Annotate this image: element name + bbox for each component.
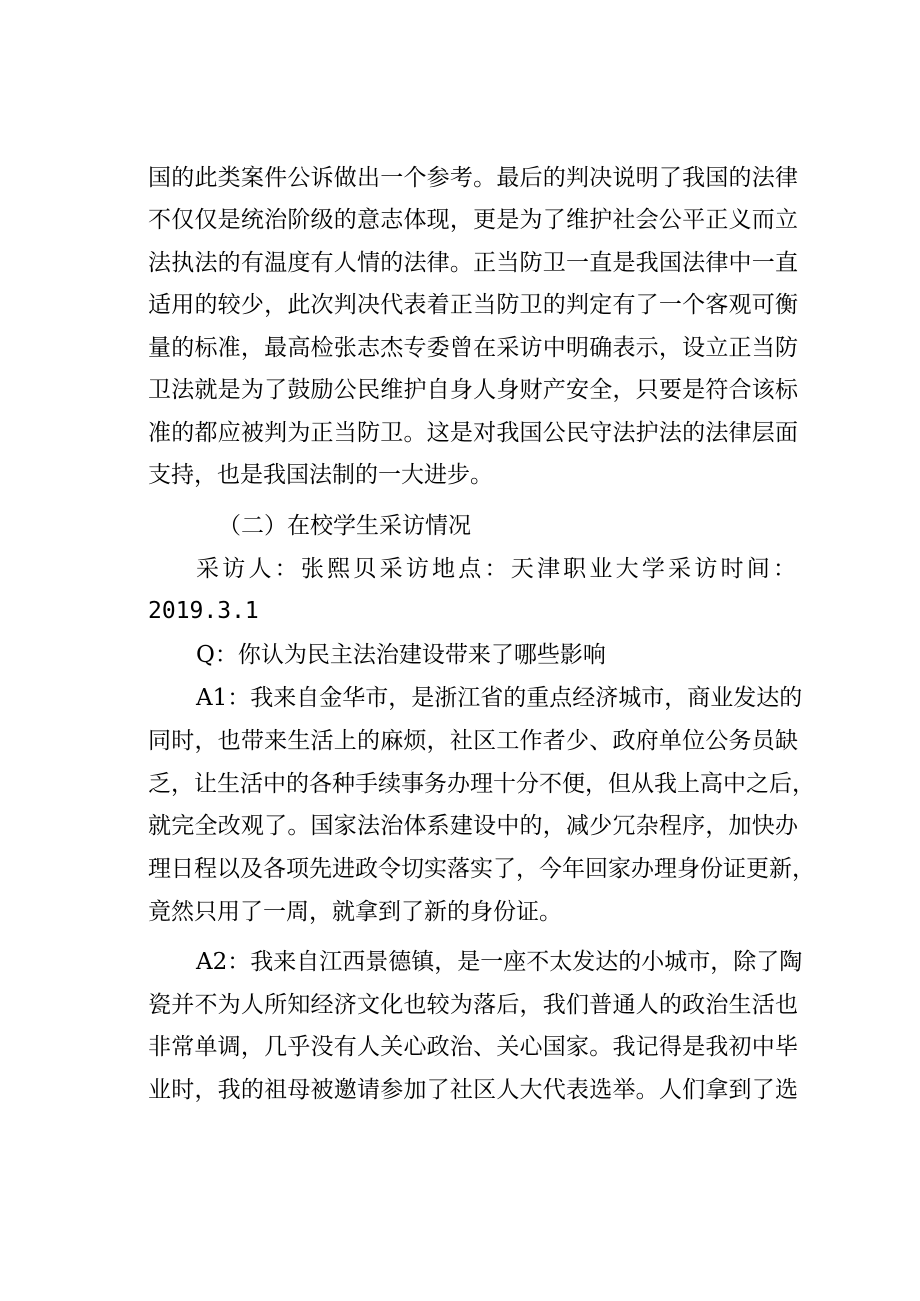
- paragraph1-line-7: 准的都应被判为正当防卫。这是对我国公民守法护法的法律层面: [148, 420, 798, 446]
- interview-info-line-1: 采访人：张熙贝采访地点：天津职业大学采访时间：: [196, 556, 798, 582]
- section-heading: （二）在校学生采访情况: [218, 513, 471, 539]
- answer1-line-2: 同时，也带来生活上的麻烦，社区工作者少、政府单位公务员缺: [148, 728, 798, 754]
- question-text: Q：你认为民主法治建设带来了哪些影响: [196, 642, 606, 668]
- answer2-line-3: 非常单调，几乎没有人关心政治、关心国家。我记得是我初中毕: [148, 1034, 798, 1060]
- paragraph1-line-4: 适用的较少，此次判决代表着正当防卫的判定有了一个客观可衡: [148, 292, 798, 318]
- paragraph1-line-3: 法执法的有温度有人情的法律。正当防卫一直是我国法律中一直: [148, 250, 798, 276]
- interview-info-date: 2019.3.1: [148, 598, 259, 624]
- paragraph1-line-5: 量的标准，最高检张志杰专委曾在采访中明确表示，设立正当防: [148, 335, 798, 361]
- answer2-line-4: 业时，我的祖母被邀请参加了社区人大代表选举。人们拿到了选: [148, 1077, 798, 1103]
- paragraph1-line-8: 支持，也是我国法制的一大进步。: [148, 462, 493, 488]
- answer2-line-2: 瓷并不为人所知经济文化也较为落后，我们普通人的政治生活也: [148, 992, 798, 1018]
- answer2-line-1: A2：我来自江西景德镇，是一座不太发达的小城市，除了陶: [196, 949, 803, 975]
- answer1-line-5: 理日程以及各项先进政令切实落实了，今年回家办理身份证更新，: [148, 856, 815, 882]
- paragraph1-line-1: 国的此类案件公诉做出一个参考。最后的判决说明了我国的法律: [148, 165, 798, 191]
- paragraph1-line-2: 不仅仅是统治阶级的意志体现，更是为了维护社会公平正义而立: [148, 207, 798, 233]
- answer1-line-1: A1：我来自金华市，是浙江省的重点经济城市，商业发达的: [196, 685, 803, 711]
- paragraph1-line-6: 卫法就是为了鼓励公民维护自身人身财产安全，只要是符合该标: [148, 377, 798, 403]
- answer1-line-6: 竟然只用了一周，就拿到了新的身份证。: [148, 899, 562, 925]
- answer1-line-3: 乏，让生活中的各种手续事务办理十分不便，但从我上高中之后，: [148, 771, 815, 797]
- answer1-line-4: 就完全改观了。国家法治体系建设中的，减少冗杂程序，加快办: [148, 813, 798, 839]
